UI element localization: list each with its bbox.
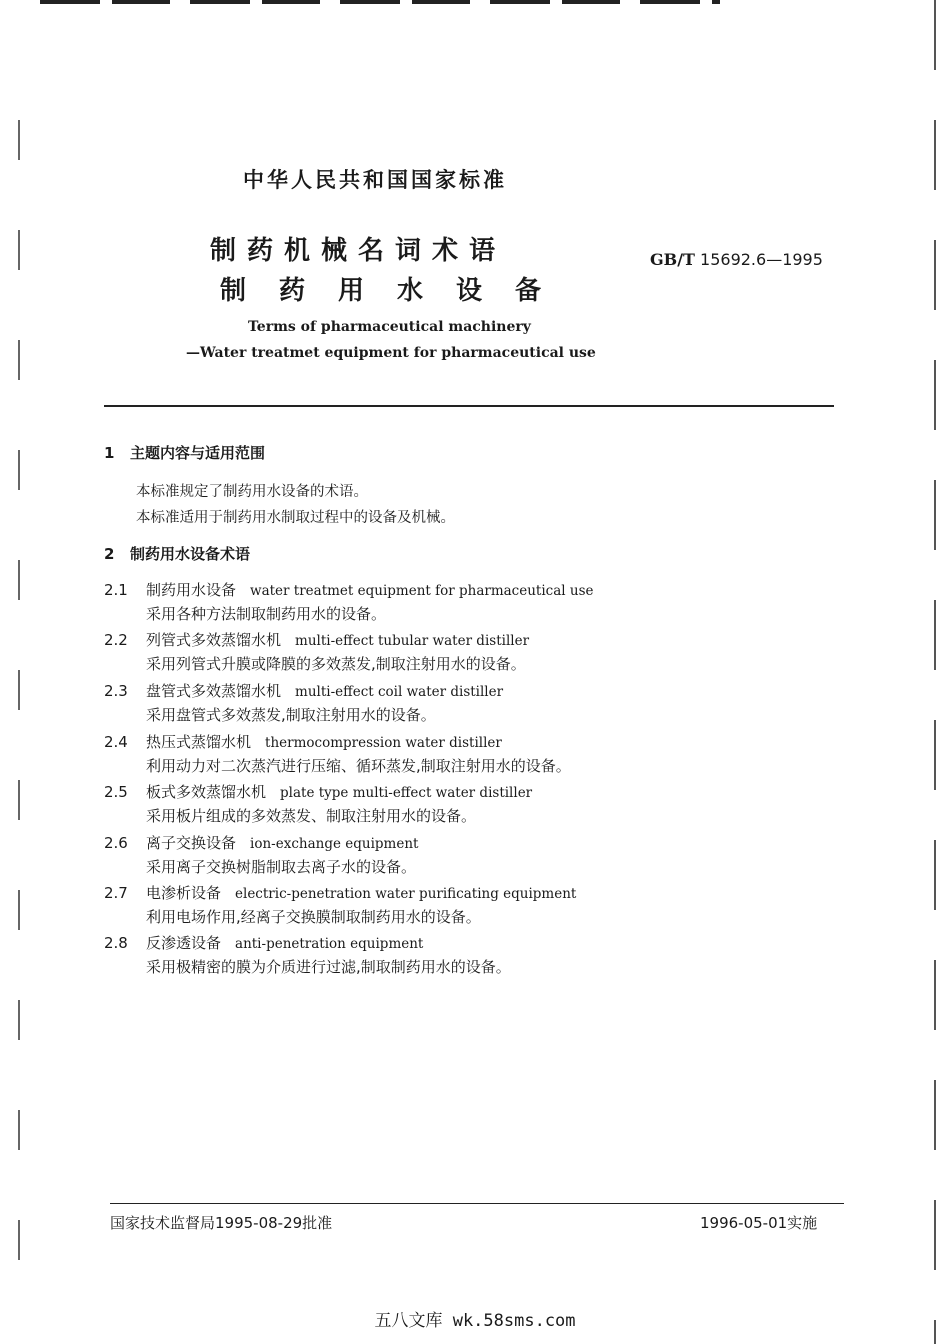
section-1-paragraph: 本标准规定了制药用水设备的术语。: [136, 484, 368, 500]
term-english: water treatmet equipment for pharmaceutical use: [250, 583, 594, 599]
document-title-line2: 制药用水设备: [220, 276, 575, 306]
section-2-heading: [104, 543, 250, 564]
section-1-title: 主题内容与适用范围: [130, 444, 266, 462]
term-entry: [104, 781, 824, 831]
term-entry: [104, 680, 824, 730]
term-number: 2.5: [104, 783, 128, 801]
section-1-paragraph: 本标准适用于制药用水制取过程中的设备及机械。: [136, 510, 455, 526]
term-chinese: 反渗透设备: [146, 934, 222, 952]
term-english: plate type multi-effect water distiller: [280, 785, 533, 801]
footer-divider: [110, 1203, 844, 1204]
term-chinese: 离子交换设备: [146, 834, 237, 852]
standard-code-number: 15692.6—1995: [700, 250, 823, 269]
term-number: 2.7: [104, 884, 128, 902]
document-title-line1: 制药机械名词术语: [210, 236, 507, 266]
term-number: 2.8: [104, 934, 128, 952]
header-divider: [104, 405, 834, 407]
standard-name: 中华人民共和国国家标准: [243, 168, 507, 192]
term-chinese: 热压式蒸馏水机: [146, 733, 252, 751]
section-2-title: 制药用水设备术语: [130, 545, 251, 563]
scan-artifact-left: [18, 120, 20, 1320]
term-definition: 采用列管式升膜或降膜的多效蒸发,制取注射用水的设备。: [146, 655, 526, 673]
term-english: multi-effect coil water distiller: [295, 684, 504, 700]
term-definition: 采用板片组成的多效蒸发、制取注射用水的设备。: [146, 807, 477, 825]
term-number: 2.4: [104, 733, 128, 751]
watermark: 五八文库 wk.58sms.com: [374, 1311, 576, 1331]
term-entry: [104, 629, 824, 679]
term-definition: 采用盘管式多效蒸发,制取注射用水的设备。: [146, 706, 436, 724]
term-chinese: 制药用水设备: [146, 581, 237, 599]
scan-artifact-right: [934, 0, 936, 1344]
term-entry: [104, 832, 824, 882]
scan-artifact-top: [40, 0, 720, 4]
standard-code-prefix: GB/T: [650, 250, 695, 269]
term-definition: 采用各种方法制取制药用水的设备。: [146, 605, 387, 623]
term-definition: 采用极精密的膜为介质进行过滤,制取制药用水的设备。: [146, 958, 511, 976]
section-1-heading: [104, 442, 265, 463]
term-entry: [104, 579, 824, 629]
term-english: multi-effect tubular water distiller: [295, 633, 530, 649]
term-number: 2.6: [104, 834, 128, 852]
term-english: anti-penetration equipment: [235, 936, 424, 952]
section-1-number: 1: [104, 444, 115, 462]
term-entry: [104, 731, 824, 781]
term-english: ion-exchange equipment: [250, 836, 419, 852]
term-chinese: 盘管式多效蒸馏水机: [146, 682, 282, 700]
term-english: electric-penetration water purificating equipment: [235, 886, 577, 902]
term-english: thermocompression water distiller: [265, 735, 502, 751]
term-chinese: 板式多效蒸馏水机: [146, 783, 267, 801]
term-definition: 采用离子交换树脂制取去离子水的设备。: [146, 858, 417, 876]
term-chinese: 电渗析设备: [146, 884, 222, 902]
standard-code: [650, 250, 823, 269]
term-definition: 利用电场作用,经离子交换膜制取制药用水的设备。: [146, 908, 481, 926]
english-title-line1: Terms of pharmaceutical machinery: [248, 319, 531, 335]
section-2-number: 2: [104, 545, 115, 563]
term-number: 2.1: [104, 581, 128, 599]
term-number: 2.2: [104, 631, 128, 649]
term-entry: [104, 882, 824, 932]
english-title-line2: —Water treatmet equipment for pharmaceutical use: [186, 345, 596, 361]
effective-date: 1996-05-01实施: [700, 1214, 818, 1232]
term-definition: 利用动力对二次蒸汽进行压缩、循环蒸发,制取注射用水的设备。: [146, 757, 571, 775]
term-number: 2.3: [104, 682, 128, 700]
approval-statement: 国家技术监督局1995-08-29批准: [110, 1214, 333, 1232]
term-chinese: 列管式多效蒸馏水机: [146, 631, 282, 649]
term-entry: [104, 932, 824, 982]
